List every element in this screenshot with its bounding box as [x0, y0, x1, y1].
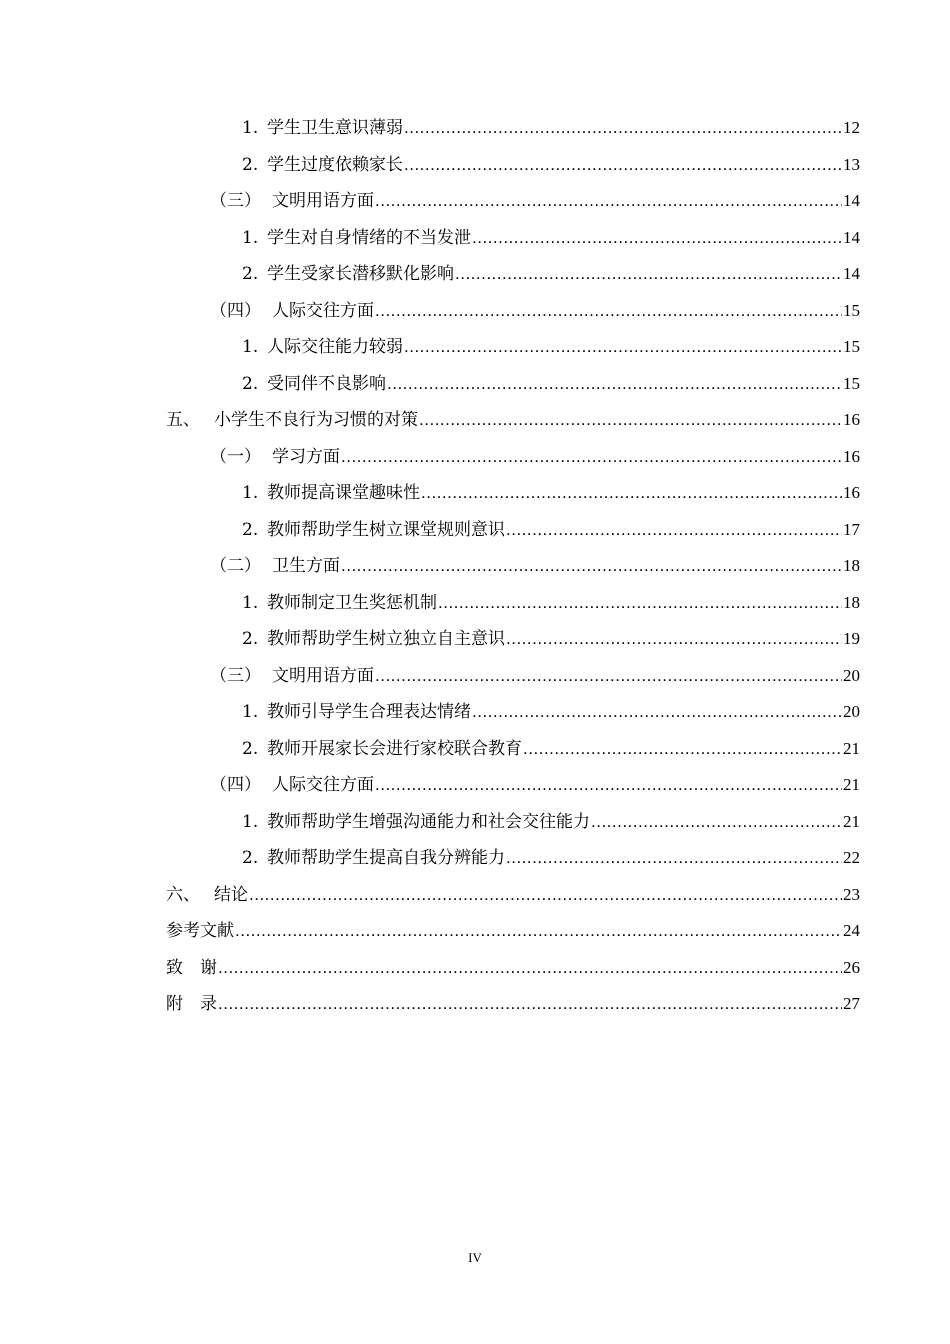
- toc-entry-page: 16: [843, 483, 860, 502]
- toc-entry[interactable]: [166, 658, 860, 695]
- dot-leader: [438, 585, 842, 622]
- toc-entry-page: 20: [843, 665, 860, 685]
- toc-entry[interactable]: [166, 731, 860, 768]
- toc-entry-title: 学习方面: [272, 446, 340, 467]
- dot-leader: [375, 183, 842, 220]
- toc-entry-title: 教师制定卫生奖惩机制: [267, 592, 437, 613]
- toc-entry[interactable]: [166, 840, 860, 877]
- dot-leader: [249, 877, 842, 914]
- toc-entry[interactable]: [166, 877, 860, 914]
- toc-entry-number: 1.: [242, 702, 259, 722]
- toc-entry-title: 教师帮助学生增强沟通能力和社会交往能力: [267, 811, 590, 832]
- toc-entry-number: 2.: [242, 848, 259, 868]
- dot-leader: [235, 913, 842, 950]
- dot-leader: [421, 475, 842, 512]
- toc-entry-page: 21: [843, 811, 860, 831]
- dot-leader: [404, 147, 842, 184]
- toc-entry[interactable]: [166, 512, 860, 549]
- toc-entry[interactable]: [166, 548, 860, 585]
- toc-entry[interactable]: [166, 402, 860, 439]
- toc-entry[interactable]: [166, 293, 860, 330]
- toc-entry-title: 致 谢: [166, 957, 217, 978]
- toc-entry-page: 16: [843, 410, 860, 429]
- toc-entry-page: 27: [843, 994, 860, 1013]
- toc-entry-title: 教师开展家长会进行家校联合教育: [267, 738, 522, 759]
- toc-entry-title: 参考文献: [166, 921, 234, 941]
- toc-entry-number: 2.: [242, 373, 259, 394]
- toc-entry-page: 21: [843, 775, 860, 794]
- dot-leader: [218, 986, 842, 1023]
- toc-entry-title: 结论: [214, 884, 248, 905]
- toc-entry-page: 13: [843, 154, 860, 174]
- toc-entry-page: 15: [843, 300, 860, 320]
- toc-entry-title: 学生卫生意识薄弱: [267, 118, 403, 138]
- toc-entry-number: （一）: [210, 446, 261, 467]
- dot-leader: [341, 548, 842, 585]
- toc-entry-page: 22: [843, 848, 860, 867]
- toc-entry-page: 26: [843, 957, 860, 977]
- toc-entry-title: 教师引导学生合理表达情绪: [267, 702, 471, 722]
- toc-entry-title: 教师帮助学生树立课堂规则意识: [267, 519, 505, 540]
- toc-entry-title: 文明用语方面: [272, 665, 374, 686]
- toc-entry-number: 2.: [242, 519, 259, 540]
- toc-entry-page: 17: [843, 519, 860, 539]
- dot-leader: [375, 658, 842, 695]
- toc-entry-page: 18: [843, 556, 860, 575]
- toc-entry-title: 学生受家长潜移默化影响: [267, 264, 454, 284]
- toc-entry-page: 15: [843, 373, 860, 393]
- toc-entry-number: 2.: [242, 629, 259, 649]
- dot-leader: [404, 329, 842, 366]
- toc-entry[interactable]: [166, 366, 860, 403]
- dot-leader: [375, 293, 842, 330]
- toc-entry-number: 1.: [242, 483, 259, 503]
- toc-entry-number: （四）: [210, 300, 261, 321]
- toc-entry-number: 五、: [166, 410, 200, 430]
- toc-entry-page: 12: [843, 118, 860, 137]
- toc-entry[interactable]: [166, 621, 860, 658]
- toc-entry-number: （三）: [210, 191, 261, 211]
- toc-entry-page: 24: [843, 921, 860, 940]
- dot-leader: [375, 767, 842, 804]
- toc-entry[interactable]: [166, 913, 860, 950]
- toc-entry-title: 卫生方面: [272, 556, 340, 576]
- toc-entry-number: 六、: [166, 884, 200, 905]
- toc-entry-title: 学生过度依赖家长: [267, 154, 403, 175]
- toc-entry-number: 2.: [242, 738, 259, 759]
- toc-entry-title: 人际交往方面: [272, 775, 374, 795]
- toc-entry[interactable]: [166, 475, 860, 512]
- toc-entry-title: 受同伴不良影响: [267, 373, 386, 394]
- toc-entry-page: 14: [843, 191, 860, 210]
- toc-entry-page: 16: [843, 446, 860, 466]
- toc-entry-number: 2.: [242, 154, 259, 175]
- dot-leader: [419, 402, 842, 439]
- toc-entry-title: 人际交往能力较弱: [267, 337, 403, 357]
- toc-entry[interactable]: [166, 147, 860, 184]
- toc-entry-page: 18: [843, 592, 860, 612]
- dot-leader: [387, 366, 842, 403]
- toc-entry-title: 小学生不良行为习惯的对策: [214, 410, 418, 430]
- toc-entry[interactable]: [166, 329, 860, 366]
- toc-entry[interactable]: [166, 183, 860, 220]
- page-footer-number: IV: [468, 1250, 482, 1265]
- dot-leader: [341, 439, 842, 476]
- toc-entry-number: 1.: [242, 811, 259, 832]
- toc-entry-number: （三）: [210, 665, 261, 686]
- toc-entry-number: 2.: [242, 264, 259, 284]
- dot-leader: [591, 804, 842, 841]
- toc-entry-number: （二）: [210, 556, 261, 576]
- toc-entry-number: （四）: [210, 775, 261, 795]
- toc-entry-number: 1.: [242, 337, 259, 357]
- toc-entry-title: 教师帮助学生树立独立自主意识: [267, 629, 505, 649]
- dot-leader: [404, 110, 842, 147]
- dot-leader: [523, 731, 842, 768]
- toc-entry[interactable]: [166, 585, 860, 622]
- toc-entry[interactable]: [166, 256, 860, 293]
- toc-entry-title: 教师提高课堂趣味性: [267, 483, 420, 503]
- toc-entry-title: 人际交往方面: [272, 300, 374, 321]
- toc-entry[interactable]: [166, 220, 860, 257]
- table-of-contents: [166, 110, 860, 1023]
- toc-entry[interactable]: [166, 767, 860, 804]
- toc-entry-title: 附 录: [166, 994, 217, 1014]
- toc-entry-page: 14: [843, 227, 860, 247]
- toc-entry-title: 教师帮助学生提高自我分辨能力: [267, 848, 505, 868]
- dot-leader: [506, 621, 842, 658]
- toc-entry-title: 学生对自身情绪的不当发泄: [267, 227, 471, 248]
- toc-entry-page: 19: [843, 629, 860, 648]
- dot-leader: [506, 840, 842, 877]
- dot-leader: [455, 256, 842, 293]
- toc-entry-title: 文明用语方面: [272, 191, 374, 211]
- toc-entry[interactable]: [166, 950, 860, 987]
- toc-entry[interactable]: [166, 804, 860, 841]
- toc-entry-page: 15: [843, 337, 860, 356]
- toc-entry-page: 20: [843, 702, 860, 721]
- toc-entry-number: 1.: [242, 227, 259, 248]
- toc-entry[interactable]: [166, 694, 860, 731]
- dot-leader: [506, 512, 842, 549]
- toc-entry-page: 21: [843, 738, 860, 758]
- dot-leader: [218, 950, 842, 987]
- toc-entry-number: 1.: [242, 118, 259, 138]
- toc-entry-number: 1.: [242, 592, 259, 613]
- toc-entry[interactable]: [166, 110, 860, 147]
- dot-leader: [472, 694, 842, 731]
- toc-entry[interactable]: [166, 439, 860, 476]
- toc-entry[interactable]: [166, 986, 860, 1023]
- dot-leader: [472, 220, 842, 257]
- toc-entry-page: 14: [843, 264, 860, 283]
- toc-entry-page: 23: [843, 884, 860, 904]
